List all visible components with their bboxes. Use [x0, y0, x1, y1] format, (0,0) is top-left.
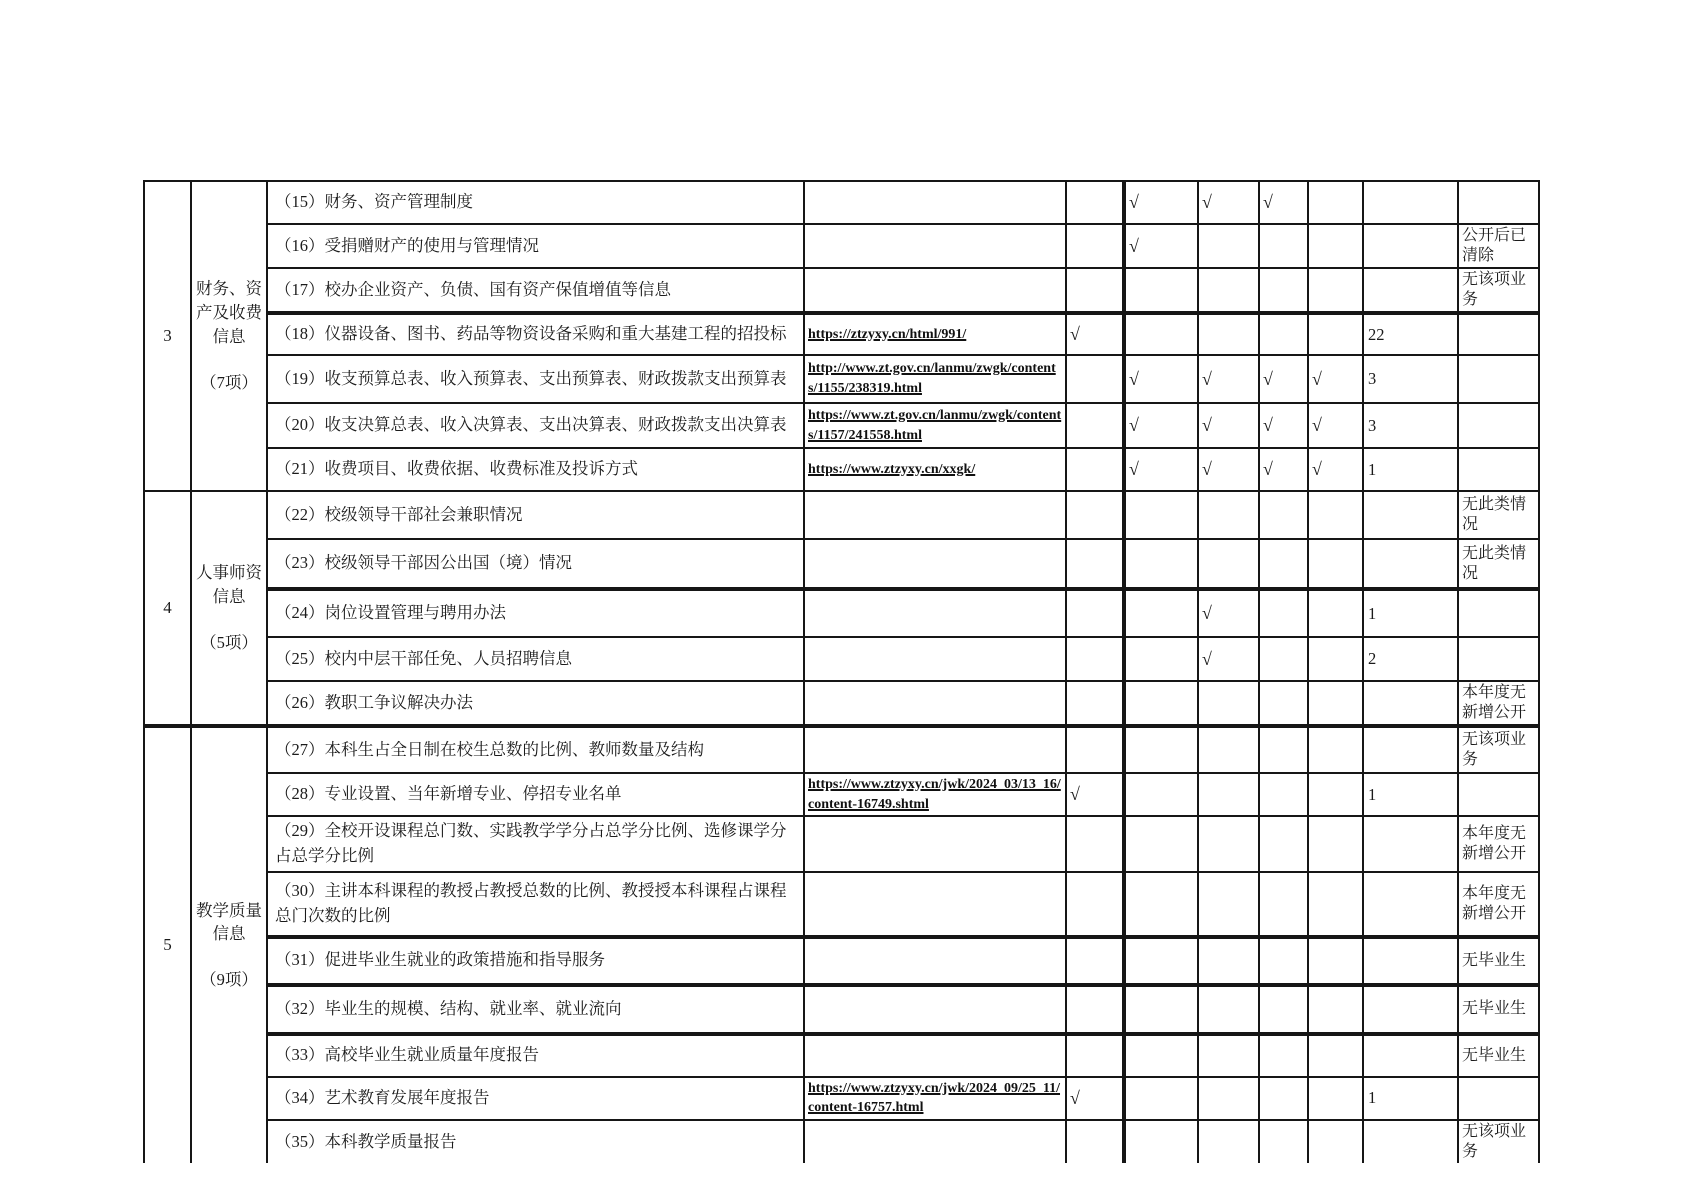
- disclosure-table-sheet: [143, 180, 1540, 1163]
- item-description-cell: （31）促进毕业生就业的政策措施和指导服务: [267, 937, 804, 985]
- check-cell: √: [1259, 403, 1308, 448]
- url-cell: [804, 637, 1066, 681]
- remark-cell: [1458, 313, 1539, 355]
- check-cell: [1066, 355, 1124, 403]
- check-cell: [1198, 1034, 1259, 1077]
- url-link[interactable]: https://www.ztzyxy.cn/jwk/2024_09/25_11/content-16757.html: [808, 1080, 1061, 1116]
- section-item-count: （5项）: [200, 632, 258, 652]
- item-description-cell: （19）收支预算总表、收入预算表、支出预算表、财政拨款支出预算表: [267, 355, 804, 403]
- check-cell: [1308, 637, 1363, 681]
- check-cell: [1124, 937, 1198, 985]
- check-cell: [1124, 491, 1198, 539]
- check-cell: [1259, 1120, 1308, 1163]
- item-description-cell: （21）收费项目、收费依据、收费标准及投诉方式: [267, 448, 804, 491]
- check-cell: [1259, 224, 1308, 268]
- url-cell: [804, 403, 1066, 448]
- check-cell: [1198, 816, 1259, 872]
- check-cell: [1259, 637, 1308, 681]
- remark-cell: [1458, 448, 1539, 491]
- check-cell: [1066, 224, 1124, 268]
- check-cell: [1198, 937, 1259, 985]
- item-description-cell: （22）校级领导干部社会兼职情况: [267, 491, 804, 539]
- check-cell: [1259, 268, 1308, 313]
- check-cell: [1259, 816, 1308, 872]
- url-cell: [804, 1077, 1066, 1120]
- check-cell: [1308, 681, 1363, 726]
- check-cell: [1066, 637, 1124, 681]
- check-cell: √: [1124, 403, 1198, 448]
- check-cell: [1259, 589, 1308, 637]
- item-description-cell: （29）全校开设课程总门数、实践教学学分占总学分比例、选修课学分占总学分比例: [267, 816, 804, 872]
- check-cell: [1259, 937, 1308, 985]
- check-cell: √: [1066, 773, 1124, 816]
- check-cell: √: [1259, 355, 1308, 403]
- item-description-cell: （32）毕业生的规模、结构、就业率、就业流向: [267, 985, 804, 1034]
- remark-cell: 本年度无新增公开: [1458, 681, 1539, 726]
- count-cell: [1363, 681, 1458, 726]
- check-cell: [1198, 539, 1259, 589]
- disclosure-table-body: [144, 181, 1539, 1163]
- remark-cell: [1458, 773, 1539, 816]
- url-cell: [804, 773, 1066, 816]
- check-cell: [1308, 937, 1363, 985]
- check-cell: [1066, 589, 1124, 637]
- section-category-cell: [191, 181, 267, 491]
- item-description-cell: （20）收支决算总表、收入决算表、支出决算表、财政拨款支出决算表: [267, 403, 804, 448]
- check-cell: [1066, 1120, 1124, 1163]
- remark-cell: 无毕业生: [1458, 985, 1539, 1034]
- check-cell: [1308, 872, 1363, 937]
- item-description-cell: （33）高校毕业生就业质量年度报告: [267, 1034, 804, 1077]
- count-cell: [1363, 985, 1458, 1034]
- check-cell: [1308, 268, 1363, 313]
- url-cell: [804, 268, 1066, 313]
- section-category-name: 人事师资信息: [196, 563, 262, 607]
- count-cell: [1363, 181, 1458, 224]
- disclosure-table: [143, 180, 1540, 1163]
- section-serial-number: 5: [144, 726, 191, 1163]
- check-cell: [1066, 491, 1124, 539]
- count-cell: [1363, 872, 1458, 937]
- remark-cell: 无该项业务: [1458, 1120, 1539, 1163]
- check-cell: [1124, 1120, 1198, 1163]
- check-cell: [1259, 726, 1308, 773]
- remark-cell: 本年度无新增公开: [1458, 816, 1539, 872]
- check-cell: [1066, 726, 1124, 773]
- check-cell: √: [1308, 355, 1363, 403]
- item-description-cell: （28）专业设置、当年新增专业、停招专业名单: [267, 773, 804, 816]
- check-cell: [1308, 539, 1363, 589]
- count-cell: [1363, 1120, 1458, 1163]
- count-cell: [1363, 726, 1458, 773]
- check-cell: [1198, 681, 1259, 726]
- item-description-cell: （24）岗位设置管理与聘用办法: [267, 589, 804, 637]
- remark-cell: 无该项业务: [1458, 726, 1539, 773]
- count-cell: 1: [1363, 773, 1458, 816]
- item-description-cell: （25）校内中层干部任免、人员招聘信息: [267, 637, 804, 681]
- check-cell: [1066, 985, 1124, 1034]
- item-description-cell: （18）仪器设备、图书、药品等物资设备采购和重大基建工程的招投标: [267, 313, 804, 355]
- url-link[interactable]: https://ztzyxy.cn/html/991/: [808, 326, 967, 342]
- check-cell: [1308, 224, 1363, 268]
- check-cell: [1259, 313, 1308, 355]
- count-cell: [1363, 937, 1458, 985]
- check-cell: [1124, 539, 1198, 589]
- check-cell: [1198, 224, 1259, 268]
- remark-cell: 公开后已清除: [1458, 224, 1539, 268]
- check-cell: [1259, 872, 1308, 937]
- check-cell: √: [1259, 448, 1308, 491]
- check-cell: [1124, 268, 1198, 313]
- check-cell: [1066, 268, 1124, 313]
- check-cell: [1198, 1120, 1259, 1163]
- check-cell: [1066, 816, 1124, 872]
- check-cell: [1308, 313, 1363, 355]
- check-cell: [1124, 1077, 1198, 1120]
- check-cell: [1066, 872, 1124, 937]
- check-cell: [1198, 491, 1259, 539]
- check-cell: [1259, 1077, 1308, 1120]
- check-cell: √: [1124, 355, 1198, 403]
- count-cell: [1363, 224, 1458, 268]
- check-cell: [1308, 1077, 1363, 1120]
- remark-cell: 本年度无新增公开: [1458, 872, 1539, 937]
- check-cell: [1308, 985, 1363, 1034]
- check-cell: [1124, 589, 1198, 637]
- check-cell: [1066, 1034, 1124, 1077]
- section-serial-number: 3: [144, 181, 191, 491]
- check-cell: √: [1259, 181, 1308, 224]
- url-link[interactable]: https://www.ztzyxy.cn/xxgk/: [808, 461, 976, 477]
- remark-cell: 无此类情况: [1458, 491, 1539, 539]
- remark-cell: 无该项业务: [1458, 268, 1539, 313]
- item-description-cell: （23）校级领导干部因公出国（境）情况: [267, 539, 804, 589]
- check-cell: [1259, 985, 1308, 1034]
- check-cell: √: [1198, 355, 1259, 403]
- remark-cell: [1458, 1077, 1539, 1120]
- check-cell: [1259, 681, 1308, 726]
- check-cell: [1124, 313, 1198, 355]
- check-cell: [1308, 181, 1363, 224]
- count-cell: [1363, 539, 1458, 589]
- check-cell: [1124, 773, 1198, 816]
- count-cell: 3: [1363, 403, 1458, 448]
- remark-cell: [1458, 181, 1539, 224]
- item-description-cell: （34）艺术教育发展年度报告: [267, 1077, 804, 1120]
- remark-cell: [1458, 589, 1539, 637]
- check-cell: [1066, 448, 1124, 491]
- count-cell: 3: [1363, 355, 1458, 403]
- check-cell: [1124, 637, 1198, 681]
- check-cell: √: [1066, 313, 1124, 355]
- count-cell: [1363, 816, 1458, 872]
- section-category-name: 教学质量信息: [196, 900, 262, 944]
- check-cell: [1259, 491, 1308, 539]
- item-description-cell: （26）教职工争议解决办法: [267, 681, 804, 726]
- check-cell: [1198, 985, 1259, 1034]
- section-category-name: 财务、资产及收费信息: [196, 279, 262, 346]
- url-cell: [804, 539, 1066, 589]
- url-link[interactable]: https://www.zt.gov.cn/lanmu/zwgk/contents/1157/241558.html: [808, 407, 1062, 443]
- section-item-count: （7项）: [200, 372, 258, 392]
- url-cell: [804, 985, 1066, 1034]
- count-cell: 2: [1363, 637, 1458, 681]
- check-cell: [1124, 1034, 1198, 1077]
- check-cell: √: [1124, 448, 1198, 491]
- url-cell: [804, 355, 1066, 403]
- remark-cell: 无此类情况: [1458, 539, 1539, 589]
- count-cell: [1363, 491, 1458, 539]
- check-cell: [1124, 681, 1198, 726]
- check-cell: [1124, 985, 1198, 1034]
- remark-cell: [1458, 637, 1539, 681]
- check-cell: √: [1308, 403, 1363, 448]
- check-cell: [1308, 1120, 1363, 1163]
- url-cell: [804, 1120, 1066, 1163]
- remark-cell: 无毕业生: [1458, 937, 1539, 985]
- check-cell: [1198, 313, 1259, 355]
- check-cell: [1124, 816, 1198, 872]
- check-cell: [1066, 539, 1124, 589]
- check-cell: √: [1198, 181, 1259, 224]
- item-description-cell: （30）主讲本科课程的教授占教授总数的比例、教授授本科课程占课程总门次数的比例: [267, 872, 804, 937]
- check-cell: [1066, 403, 1124, 448]
- check-cell: √: [1124, 224, 1198, 268]
- check-cell: [1308, 816, 1363, 872]
- check-cell: [1198, 726, 1259, 773]
- section-category-cell: [191, 491, 267, 726]
- check-cell: √: [1066, 1077, 1124, 1120]
- check-cell: √: [1198, 589, 1259, 637]
- url-cell: [804, 448, 1066, 491]
- url-cell: [804, 872, 1066, 937]
- check-cell: √: [1198, 403, 1259, 448]
- section-item-count: （9项）: [200, 970, 258, 990]
- check-cell: [1198, 268, 1259, 313]
- check-cell: [1124, 872, 1198, 937]
- check-cell: [1198, 1077, 1259, 1120]
- count-cell: 22: [1363, 313, 1458, 355]
- count-cell: [1363, 268, 1458, 313]
- url-cell: [804, 181, 1066, 224]
- remark-cell: [1458, 403, 1539, 448]
- count-cell: 1: [1363, 448, 1458, 491]
- check-cell: [1308, 491, 1363, 539]
- item-description-cell: （35）本科教学质量报告: [267, 1120, 804, 1163]
- check-cell: [1124, 726, 1198, 773]
- check-cell: [1259, 1034, 1308, 1077]
- check-cell: [1198, 872, 1259, 937]
- url-cell: [804, 313, 1066, 355]
- url-cell: [804, 726, 1066, 773]
- check-cell: [1308, 589, 1363, 637]
- check-cell: [1259, 539, 1308, 589]
- item-description-cell: （16）受捐赠财产的使用与管理情况: [267, 224, 804, 268]
- url-link[interactable]: https://www.ztzyxy.cn/jwk/2024_03/13_16/content-16749.shtml: [808, 777, 1061, 812]
- item-description-cell: （17）校办企业资产、负债、国有资产保值增值等信息: [267, 268, 804, 313]
- section-category-cell: [191, 726, 267, 1163]
- check-cell: [1066, 937, 1124, 985]
- url-link[interactable]: http://www.zt.gov.cn/lanmu/zwgk/contents/1155/238319.html: [808, 361, 1056, 396]
- url-cell: [804, 224, 1066, 268]
- check-cell: [1308, 1034, 1363, 1077]
- check-cell: [1066, 681, 1124, 726]
- url-cell: [804, 816, 1066, 872]
- url-cell: [804, 681, 1066, 726]
- count-cell: 1: [1363, 589, 1458, 637]
- url-cell: [804, 589, 1066, 637]
- check-cell: [1259, 773, 1308, 816]
- section-serial-number: 4: [144, 491, 191, 726]
- check-cell: [1308, 773, 1363, 816]
- count-cell: 1: [1363, 1077, 1458, 1120]
- remark-cell: [1458, 355, 1539, 403]
- url-cell: [804, 1034, 1066, 1077]
- check-cell: √: [1198, 637, 1259, 681]
- check-cell: [1066, 181, 1124, 224]
- check-cell: [1198, 773, 1259, 816]
- check-cell: [1308, 726, 1363, 773]
- count-cell: [1363, 1034, 1458, 1077]
- check-cell: √: [1308, 448, 1363, 491]
- url-cell: [804, 937, 1066, 985]
- item-description-cell: （15）财务、资产管理制度: [267, 181, 804, 224]
- url-cell: [804, 491, 1066, 539]
- remark-cell: 无毕业生: [1458, 1034, 1539, 1077]
- item-description-cell: （27）本科生占全日制在校生总数的比例、教师数量及结构: [267, 726, 804, 773]
- check-cell: √: [1198, 448, 1259, 491]
- check-cell: √: [1124, 181, 1198, 224]
